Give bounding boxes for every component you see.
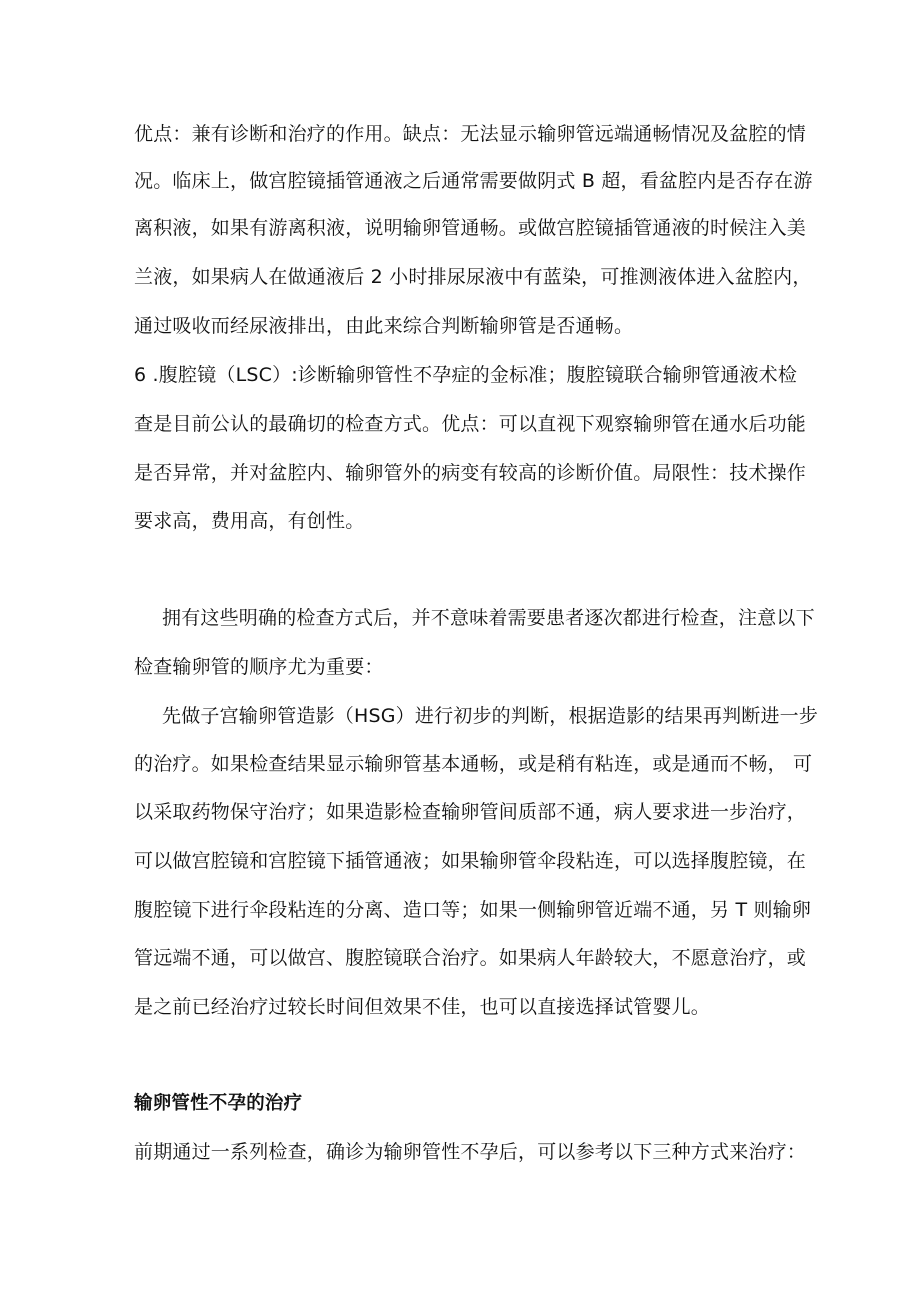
section-heading: 输卵管性不孕的治疗 xyxy=(134,1093,303,1114)
paragraph-1-line-2: 况。临床上，做宫腔镜插管通液之后通常需要做阴式 B 超，看盆腔内是否存在游 xyxy=(134,170,813,192)
paragraph-5-line-1: 前期通过一系列检查，确诊为输卵管性不孕后，可以参考以下三种方式来治疗： xyxy=(134,1141,807,1163)
paragraph-1-line-5: 通过吸收而经尿液排出，由此来综合判断输卵管是否通畅。 xyxy=(134,315,634,337)
paragraph-4-line-4: 可以做宫腔镜和宫腔镜下插管通液；如果输卵管伞段粘连，可以选择腹腔镜，在 xyxy=(134,850,807,872)
paragraph-2-line-2: 查是目前公认的最确切的检查方式。优点：可以直视下观察输卵管在通水后功能 xyxy=(134,413,807,435)
paragraph-4-line-3: 以采取药物保守治疗；如果造影检查输卵管间质部不通，病人要求进一步治疗， xyxy=(134,801,807,823)
paragraph-4-line-5: 腹腔镜下进行伞段粘连的分离、造口等；如果一侧输卵管近端不通，另 T 则输卵 xyxy=(134,899,812,921)
paragraph-1-line-3: 离积液，如果有游离积液，说明输卵管通畅。或做宫腔镜插管通液的时候注入美 xyxy=(134,217,807,239)
paragraph-3-line-2: 检查输卵管的顺序尤为重要： xyxy=(134,656,384,678)
paragraph-4-line-6: 管远端不通，可以做宫、腹腔镜联合治疗。如果病人年龄较大，不愿意治疗，或 xyxy=(134,947,807,969)
paragraph-4-line-2: 的治疗。如果检查结果显示输卵管基本通畅，或是稍有粘连，或是通而不畅， 可 xyxy=(134,753,813,775)
paragraph-3-line-1: 拥有这些明确的检查方式后，并不意味着需要患者逐次都进行检查，注意以下 xyxy=(162,607,815,629)
paragraph-2-line-1: 6 .腹腔镜（LSC）:诊断输卵管性不孕症的金标准；腹腔镜联合输卵管通液术检 xyxy=(134,364,798,386)
paragraph-4-line-7: 是之前已经治疗过较长时间但效果不佳，也可以直接选择试管婴儿。 xyxy=(134,996,711,1018)
paragraph-2-line-3: 是否异常，并对盆腔内、输卵管外的病变有较高的诊断价值。局限性：技术操作 xyxy=(134,462,807,484)
paragraph-1-line-4: 兰液，如果病人在做通液后 2 小时排尿尿液中有蓝染，可推测液体进入盆腔内， xyxy=(134,266,812,288)
paragraph-1-line-1: 优点：兼有诊断和治疗的作用。缺点：无法显示输卵管远端通畅情况及盆腔的情 xyxy=(134,123,807,145)
paragraph-2-line-4: 要求高，费用高，有创性。 xyxy=(134,510,365,532)
paragraph-4-line-1: 先做子宫输卵管造影（HSG）进行初步的判断，根据造影的结果再判断进一步 xyxy=(162,705,819,727)
